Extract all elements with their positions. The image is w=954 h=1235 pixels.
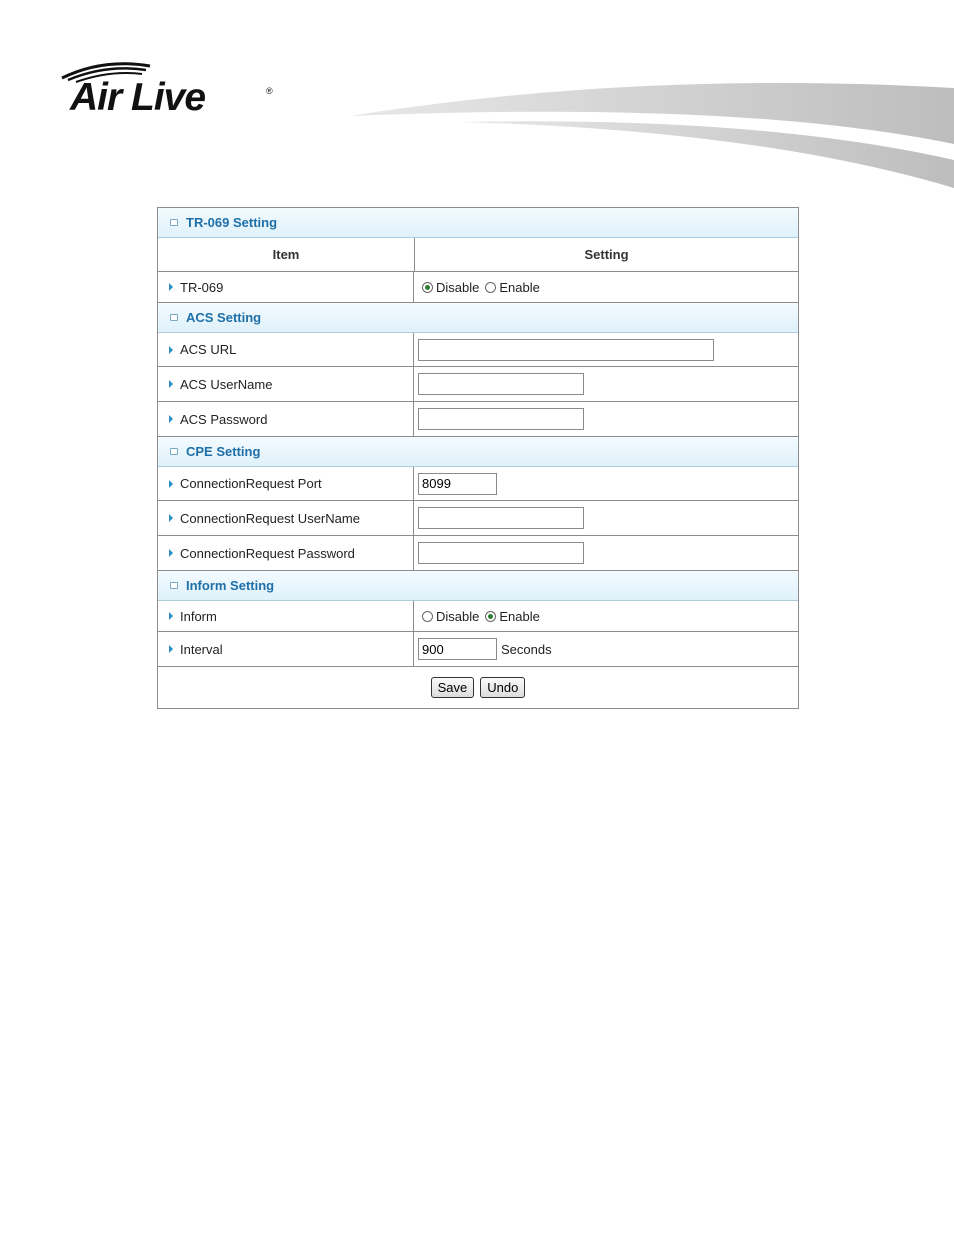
connection-request-port-input[interactable] [418,473,497,495]
arrow-right-icon [169,549,173,557]
tr069-enable-radio[interactable] [485,282,496,293]
interval-unit: Seconds [501,641,552,657]
button-bar [158,667,798,708]
section-square-icon [170,314,178,321]
arrow-right-icon [169,645,173,653]
column-header-setting: Setting [584,247,629,262]
connection-request-username-input[interactable] [418,507,584,529]
table-row [158,272,798,303]
arrow-right-icon [169,346,173,354]
inform-enable-radio[interactable] [485,611,496,622]
header-swoosh-graphic [340,80,954,192]
inform-enable-label: Enable [499,608,540,624]
save-button[interactable]: Save [431,677,475,698]
table-row [158,536,798,571]
acs-url-input[interactable] [418,339,714,361]
acs-url-label: ACS URL [180,342,237,357]
connection-request-port-label: ConnectionRequest Port [180,476,322,491]
tr069-disable-label: Disable [436,279,480,295]
connection-request-password-label: ConnectionRequest Password [180,545,355,561]
arrow-right-icon [169,415,173,423]
acs-password-input[interactable] [418,408,584,430]
acs-password-label: ACS Password [180,411,268,427]
table-row [158,367,798,402]
acs-username-input[interactable] [418,373,584,395]
table-row [158,601,798,632]
interval-input[interactable] [418,638,497,660]
tr069-label: TR-069 [180,279,224,295]
arrow-right-icon [169,480,173,488]
table-row [158,333,798,367]
table-row [158,402,798,437]
logo-text: Air Live [70,76,206,119]
tr069-settings-panel [157,207,799,709]
section-header-acs: ACS Setting [158,303,798,333]
registered-mark: ® [266,86,273,96]
arrow-right-icon [169,514,173,522]
connection-request-username-label: ConnectionRequest UserName [180,510,360,526]
connection-request-password-input[interactable] [418,542,584,564]
arrow-right-icon [169,612,173,620]
table-header [158,238,798,272]
table-row [158,467,798,501]
section-header-cpe: CPE Setting [158,437,798,467]
table-row [158,632,798,667]
inform-disable-label: Disable [436,608,480,624]
tr069-enable-label: Enable [499,279,540,295]
table-row [158,501,798,536]
inform-disable-radio[interactable] [422,611,433,622]
acs-username-label: ACS UserName [180,376,273,392]
tr069-disable-radio[interactable] [422,282,433,293]
interval-label: Interval [180,641,223,657]
section-header-inform: Inform Setting [158,571,798,601]
arrow-right-icon [169,380,173,388]
column-header-item: Item [158,238,415,271]
inform-label: Inform [180,608,217,624]
section-square-icon [170,582,178,589]
undo-button[interactable]: Undo [480,677,525,698]
section-square-icon [170,448,178,455]
section-square-icon [170,219,178,226]
section-header-tr069: TR-069 Setting [158,208,798,238]
airlive-logo [56,58,286,122]
arrow-right-icon [169,283,173,291]
